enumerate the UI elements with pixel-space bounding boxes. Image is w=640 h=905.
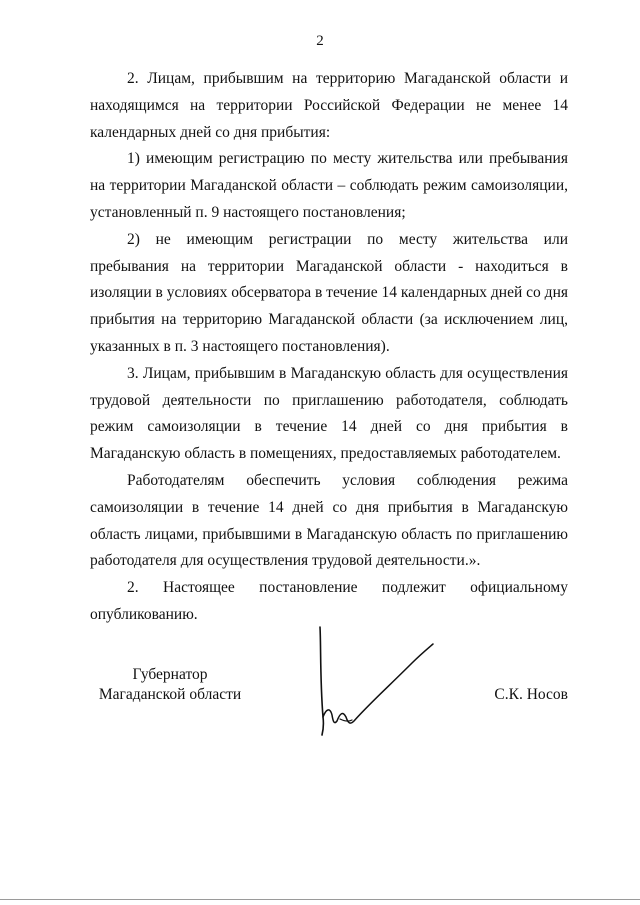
signatory-title xyxy=(90,665,250,705)
signatory-title-line2: Магаданской области xyxy=(98,686,242,703)
paragraph-employers: Работодателям обеспечить условия соблюдения режима самоизоляции в течение 14 дней со дня прибытия в Магаданскую область лицами, прибывшими в Магаданскую область по приглашению работодателя для осуществления трудовой деятельности.». xyxy=(90,471,568,570)
paragraph-publication: 2. Настоящее постановление подлежит официальному опубликованию. xyxy=(90,579,568,623)
handwritten-signature xyxy=(310,625,440,740)
page-number: 2 xyxy=(316,33,324,49)
paragraph-clause-3: 3. Лицам, прибывшим в Магаданскую область для осуществления трудовой деятельности по приглашению работодателя, соблюдать режим самоизоляции в течение 14 дней со дня прибытия в Магаданскую область в помещениях, предоставляемых работодателем. xyxy=(90,364,568,463)
page-bottom-edge xyxy=(0,896,640,905)
paragraph-subclause-2: 2) не имеющим регистрации по месту жительства или пребывания на территории Магаданской области - находиться в изоляции в условиях обсерватора в течение 14 календарных дней со дня прибытия на территорию Магаданской области (за исключением лиц, указанных в п. 3 настоящего постановления). xyxy=(90,230,568,355)
signatory-title-line1: Губернатор xyxy=(132,666,208,683)
paragraph-clause-2: 2. Лицам, прибывшим на территорию Магаданской области и находящимся на территории Российской Федерации не менее 14 календарных дней со дня прибытия: xyxy=(90,70,568,141)
document-body xyxy=(90,66,568,629)
signatory-name: С.К. Носов xyxy=(494,686,568,703)
paragraph-subclause-1: 1) имеющим регистрацию по месту жительства или пребывания на территории Магаданской области – соблюдать режим самоизоляции, установленный п. 9 настоящего постановления; xyxy=(90,150,568,221)
